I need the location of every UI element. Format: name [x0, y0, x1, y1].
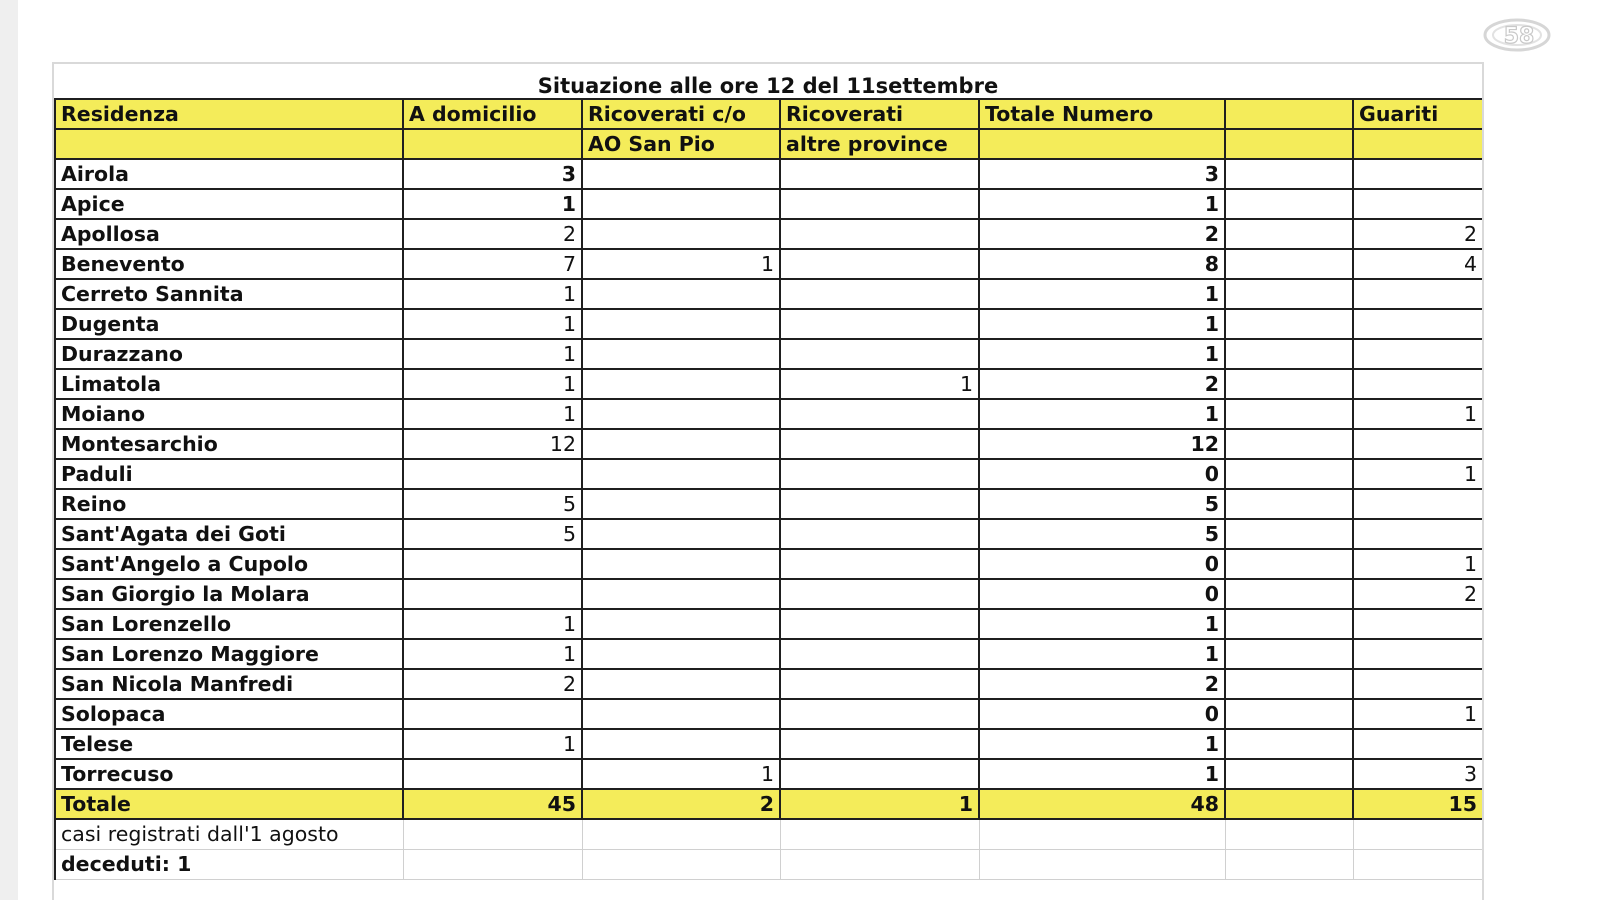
san_pio-cell [582, 339, 780, 369]
channel-logo-icon [1482, 14, 1552, 54]
extra-cell [1225, 639, 1353, 669]
totale-cell: 8 [979, 249, 1225, 279]
extra-cell [1225, 549, 1353, 579]
domicilio-cell: 1 [403, 399, 582, 429]
table-row [55, 339, 1483, 369]
table-row [55, 669, 1483, 699]
totale-cell: 2 [979, 369, 1225, 399]
altre-cell [780, 489, 979, 519]
guariti-cell: 1 [1353, 459, 1483, 489]
guariti-cell [1353, 339, 1483, 369]
table-row [55, 459, 1483, 489]
header-cell: AO San Pio [582, 129, 780, 159]
table-row [55, 699, 1483, 729]
table-row [55, 189, 1483, 219]
san_pio-cell [582, 279, 780, 309]
totale-cell: 0 [979, 699, 1225, 729]
totale-cell: 1 [979, 309, 1225, 339]
note-empty-cell [1225, 819, 1353, 849]
domicilio-cell: 5 [403, 489, 582, 519]
note-empty-cell [979, 849, 1225, 879]
san_pio-cell [582, 159, 780, 189]
altre-cell [780, 249, 979, 279]
table-row [55, 309, 1483, 339]
header-cell: Ricoverati [780, 99, 979, 129]
residenza-cell: Reino [55, 489, 403, 519]
table-row [55, 759, 1483, 789]
header-cell: A domicilio [403, 99, 582, 129]
guariti-cell: 1 [1353, 699, 1483, 729]
domicilio-cell: 5 [403, 519, 582, 549]
table-row [55, 279, 1483, 309]
extra-cell [1225, 489, 1353, 519]
cases-table [54, 98, 1484, 880]
domicilio-cell: 1 [403, 309, 582, 339]
table-row [55, 219, 1483, 249]
note-empty-cell [780, 849, 979, 879]
residenza-cell: San Giorgio la Molara [55, 579, 403, 609]
header-cell: Totale Numero [979, 99, 1225, 129]
guariti-cell [1353, 429, 1483, 459]
extra-cell [1225, 189, 1353, 219]
total-san_pio-cell: 2 [582, 789, 780, 819]
domicilio-cell: 1 [403, 729, 582, 759]
totale-cell: 0 [979, 579, 1225, 609]
total-totale-cell: 48 [979, 789, 1225, 819]
totale-cell: 0 [979, 549, 1225, 579]
domicilio-cell: 7 [403, 249, 582, 279]
altre-cell [780, 459, 979, 489]
residenza-cell: Apice [55, 189, 403, 219]
san_pio-cell [582, 459, 780, 489]
guariti-cell [1353, 489, 1483, 519]
header-cell [403, 129, 582, 159]
table-row [55, 249, 1483, 279]
table-row [55, 159, 1483, 189]
san_pio-cell [582, 189, 780, 219]
residenza-cell: San Lorenzello [55, 609, 403, 639]
extra-cell [1225, 159, 1353, 189]
totale-cell: 1 [979, 759, 1225, 789]
totale-cell: 1 [979, 399, 1225, 429]
residenza-cell: Paduli [55, 459, 403, 489]
san_pio-cell [582, 489, 780, 519]
extra-cell [1225, 249, 1353, 279]
total-domicilio-cell: 45 [403, 789, 582, 819]
totale-cell: 5 [979, 489, 1225, 519]
residenza-cell: Airola [55, 159, 403, 189]
extra-cell [1225, 309, 1353, 339]
residenza-cell: Telese [55, 729, 403, 759]
header-cell [1353, 129, 1483, 159]
extra-cell [1225, 729, 1353, 759]
table-row [55, 429, 1483, 459]
table-row [55, 639, 1483, 669]
altre-cell [780, 549, 979, 579]
header-cell [55, 129, 403, 159]
residenza-cell: Sant'Angelo a Cupolo [55, 549, 403, 579]
extra-cell [1225, 279, 1353, 309]
domicilio-cell: 1 [403, 609, 582, 639]
note-empty-cell [582, 849, 780, 879]
altre-cell [780, 309, 979, 339]
residenza-cell: Sant'Agata dei Goti [55, 519, 403, 549]
guariti-cell: 2 [1353, 579, 1483, 609]
domicilio-cell: 1 [403, 189, 582, 219]
residenza-cell: Dugenta [55, 309, 403, 339]
domicilio-cell: 1 [403, 339, 582, 369]
totale-cell: 1 [979, 609, 1225, 639]
total-residenza-cell: Totale [55, 789, 403, 819]
residenza-cell: Moiano [55, 399, 403, 429]
guariti-cell: 4 [1353, 249, 1483, 279]
domicilio-cell [403, 579, 582, 609]
guariti-cell [1353, 609, 1483, 639]
table-row [55, 399, 1483, 429]
total-altre-cell: 1 [780, 789, 979, 819]
extra-cell [1225, 219, 1353, 249]
extra-cell [1225, 459, 1353, 489]
note-empty-cell [1353, 819, 1483, 849]
extra-cell [1225, 699, 1353, 729]
extra-cell [1225, 429, 1353, 459]
left-margin-strip [0, 0, 18, 900]
guariti-cell [1353, 279, 1483, 309]
residenza-cell: Benevento [55, 249, 403, 279]
domicilio-cell: 2 [403, 669, 582, 699]
total-extra-cell [1225, 789, 1353, 819]
altre-cell [780, 759, 979, 789]
header-cell [1225, 129, 1353, 159]
domicilio-cell: 3 [403, 159, 582, 189]
header-cell [1225, 99, 1353, 129]
residenza-cell: Montesarchio [55, 429, 403, 459]
altre-cell [780, 729, 979, 759]
totale-cell: 2 [979, 219, 1225, 249]
extra-cell [1225, 519, 1353, 549]
altre-cell [780, 579, 979, 609]
altre-cell [780, 219, 979, 249]
note-deceduti: deceduti: 1 [55, 849, 403, 879]
totale-cell: 1 [979, 339, 1225, 369]
domicilio-cell [403, 759, 582, 789]
totale-cell: 2 [979, 669, 1225, 699]
residenza-cell: Cerreto Sannita [55, 279, 403, 309]
note-row-casi [55, 819, 1483, 849]
cases-table-body [55, 99, 1483, 879]
note-empty-cell [403, 819, 582, 849]
extra-cell [1225, 609, 1353, 639]
residenza-cell: Solopaca [55, 699, 403, 729]
table-row [55, 549, 1483, 579]
altre-cell [780, 519, 979, 549]
header-row1 [55, 99, 1483, 129]
altre-cell: 1 [780, 369, 979, 399]
domicilio-cell: 2 [403, 219, 582, 249]
altre-cell [780, 159, 979, 189]
altre-cell [780, 669, 979, 699]
table-row [55, 579, 1483, 609]
san_pio-cell [582, 669, 780, 699]
sheet-title: Situazione alle ore 12 del 11settembre [537, 74, 999, 98]
residenza-cell: San Lorenzo Maggiore [55, 639, 403, 669]
guariti-cell [1353, 309, 1483, 339]
guariti-cell [1353, 189, 1483, 219]
guariti-cell [1353, 639, 1483, 669]
totale-cell: 1 [979, 729, 1225, 759]
residenza-cell: Apollosa [55, 219, 403, 249]
extra-cell [1225, 399, 1353, 429]
header-cell: Ricoverati c/o [582, 99, 780, 129]
totale-cell: 1 [979, 189, 1225, 219]
san_pio-cell [582, 579, 780, 609]
logo-text: 58 [1503, 24, 1535, 49]
residenza-cell: San Nicola Manfredi [55, 669, 403, 699]
san_pio-cell [582, 549, 780, 579]
note-casi: casi registrati dall'1 agosto [55, 819, 403, 849]
extra-cell [1225, 369, 1353, 399]
san_pio-cell [582, 309, 780, 339]
note-empty-cell [1225, 849, 1353, 879]
guariti-cell: 2 [1353, 219, 1483, 249]
header-cell: altre province [780, 129, 979, 159]
domicilio-cell [403, 459, 582, 489]
san_pio-cell [582, 729, 780, 759]
total-guariti-cell: 15 [1353, 789, 1483, 819]
residenza-cell: Torrecuso [55, 759, 403, 789]
altre-cell [780, 189, 979, 219]
note-empty-cell [780, 819, 979, 849]
table-row [55, 609, 1483, 639]
guariti-cell: 3 [1353, 759, 1483, 789]
altre-cell [780, 699, 979, 729]
altre-cell [780, 429, 979, 459]
domicilio-cell [403, 549, 582, 579]
san_pio-cell [582, 429, 780, 459]
altre-cell [780, 399, 979, 429]
extra-cell [1225, 339, 1353, 369]
note-empty-cell [582, 819, 780, 849]
extra-cell [1225, 579, 1353, 609]
altre-cell [780, 339, 979, 369]
table-row [55, 729, 1483, 759]
totals-row [55, 789, 1483, 819]
guariti-cell [1353, 159, 1483, 189]
san_pio-cell [582, 609, 780, 639]
san_pio-cell: 1 [582, 249, 780, 279]
totale-cell: 1 [979, 639, 1225, 669]
totale-cell: 0 [979, 459, 1225, 489]
guariti-cell [1353, 519, 1483, 549]
san_pio-cell [582, 399, 780, 429]
residenza-cell: Limatola [55, 369, 403, 399]
altre-cell [780, 609, 979, 639]
san_pio-cell [582, 219, 780, 249]
san_pio-cell [582, 369, 780, 399]
note-row-deceduti [55, 849, 1483, 879]
san_pio-cell [582, 639, 780, 669]
table-row [55, 519, 1483, 549]
domicilio-cell [403, 699, 582, 729]
table-row [55, 489, 1483, 519]
note-empty-cell [979, 819, 1225, 849]
totale-cell: 3 [979, 159, 1225, 189]
san_pio-cell [582, 519, 780, 549]
san_pio-cell [582, 699, 780, 729]
residenza-cell: Durazzano [55, 339, 403, 369]
domicilio-cell: 1 [403, 279, 582, 309]
guariti-cell: 1 [1353, 549, 1483, 579]
header-cell: Residenza [55, 99, 403, 129]
note-empty-cell [1353, 849, 1483, 879]
totale-cell: 1 [979, 279, 1225, 309]
guariti-cell: 1 [1353, 399, 1483, 429]
extra-cell [1225, 669, 1353, 699]
san_pio-cell: 1 [582, 759, 780, 789]
totale-cell: 12 [979, 429, 1225, 459]
guariti-cell [1353, 369, 1483, 399]
totale-cell: 5 [979, 519, 1225, 549]
header-row2 [55, 129, 1483, 159]
domicilio-cell: 1 [403, 369, 582, 399]
header-cell: Guariti [1353, 99, 1483, 129]
domicilio-cell: 12 [403, 429, 582, 459]
domicilio-cell: 1 [403, 639, 582, 669]
altre-cell [780, 639, 979, 669]
extra-cell [1225, 759, 1353, 789]
altre-cell [780, 279, 979, 309]
spreadsheet [52, 62, 1484, 900]
table-row [55, 369, 1483, 399]
header-cell [979, 129, 1225, 159]
guariti-cell [1353, 669, 1483, 699]
guariti-cell [1353, 729, 1483, 759]
note-empty-cell [403, 849, 582, 879]
